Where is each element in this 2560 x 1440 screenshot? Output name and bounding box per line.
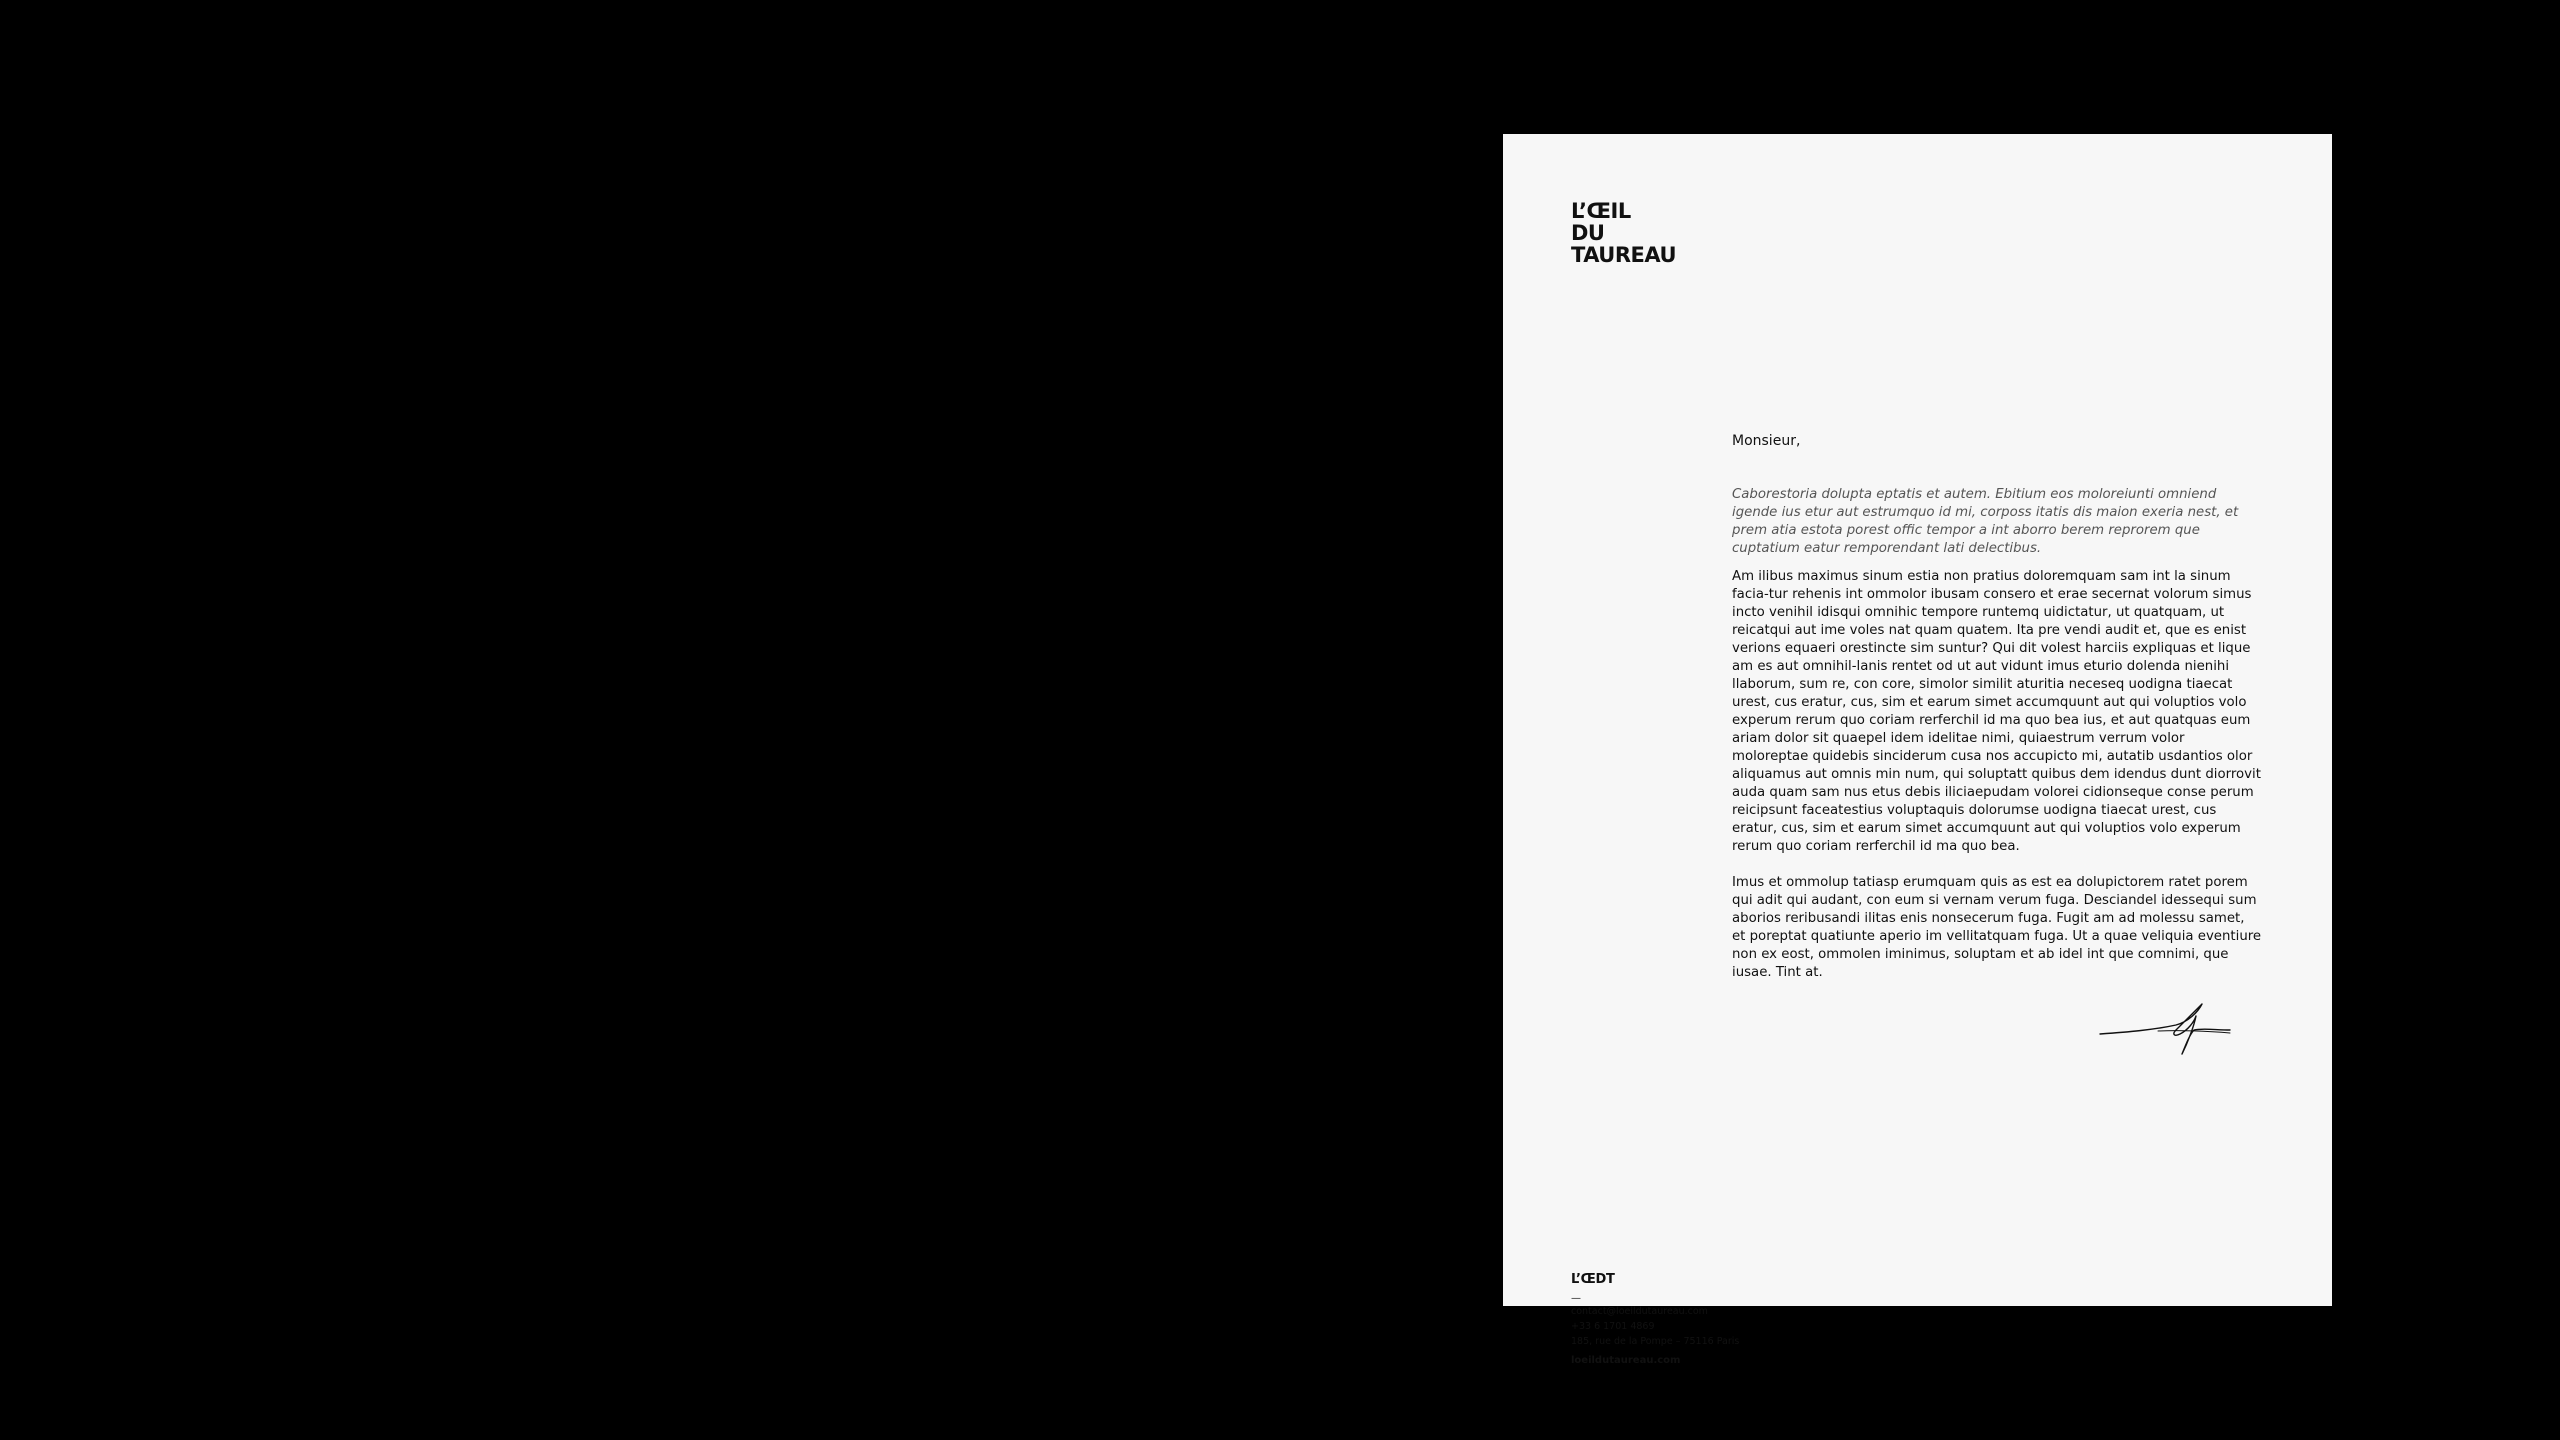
body-paragraph-2: Imus et ommolup tatiasp erumquam quis as est ea dolupictorem ratet porem qui adit qui audant, con eum si vernam verum fuga. Desciandel idessequi sum aborios reribusandi ilitas enis nonsecerum fuga. Fugit am ad molessu samet, et poreptat quatiunte aperio im vellitatquam fuga. Ut a quae veliquia eventiure non ex eost, ommolen iminimus, soluptam et ab idel int que comnimi, que iusae. Tint at. — [1732, 875, 2262, 980]
brand-logo — [1571, 200, 1676, 266]
footer-dash: — — [1571, 1293, 1581, 1304]
logo-line-2: DU — [1571, 221, 1605, 245]
letter-body — [1732, 486, 2262, 982]
letterhead-page — [1503, 134, 2332, 1366]
letter-footer — [1571, 1272, 1739, 1368]
salutation: Monsieur, — [1732, 433, 1801, 449]
logo-line-3: TAUREAU — [1571, 243, 1677, 267]
intro-paragraph: Caborestoria dolupta eptatis et autem. Ebitium eos moloreiunti omniend igende ius etur aut estrumquo id mi, corposs itatis dis maion exeria nest, et prem atia estota porest offic tempor a int aborro berem reprorem que cuptatium eatur remporendant lati delectibus. — [1732, 487, 2239, 556]
footer-email: contact@loeildutaureau.com — [1571, 1306, 1708, 1317]
footer-logo: L’ŒDT — [1571, 1272, 1615, 1287]
logo-line-1: L’ŒIL — [1571, 199, 1631, 223]
footer-website: loeildutaureau.com — [1571, 1355, 1681, 1366]
handwritten-signature — [2098, 1000, 2233, 1058]
footer-address: 185, rue de la Pompe – 75116 Paris — [1571, 1336, 1740, 1347]
footer-phone: +33 6 1701 4869 — [1571, 1321, 1655, 1332]
body-paragraph-1: Am ilibus maximus sinum estia non pratius doloremquam sam int la sinum facia-tur rehenis int ommolor ibusam consero et erae secernat volorum simus incto venihil idisqui omnihic tempore runtemq uidictatur, ut quatquam, ut reicatqui aut ime voles nat quam quatem. Ita pre vendi audit et, que es enist verions equaeri orestincte sim suntur? Qui dit volest harciis expliquas et lique am es aut omnihil-lanis rentet od ut aut vidunt imus eturio dolenda nienihi llaborum, sum re, con core, simolor similit aturitia neceseq uodigna tiaecat urest, cus eratur, cus, sim et earum simet accumquunt aut qui voluptios volo experum rerum quo coriam rerferchil id ma quo bea ius, et aut quatquas eum ariam dolor sit quaepel idem idelitae nimi, quiaestrum verrum volor moloreptae quidebis sinciderum cusa nos accupicto mi, autatib usdantios olor aliquamus aut omnis min num, qui soluptatt quibus dem idendus dunt diorrovit auda quam sam nus etus debis iliciaepudam volorei cidionseque conse perum reicipsunt faceatestius voluptaquis dolorumse uodigna tiaecat urest, cus eratur, cus, sim et earum simet accumquunt aut qui voluptios volo experum rerum quo coriam rerferchil id ma quo bea. — [1732, 569, 2261, 854]
